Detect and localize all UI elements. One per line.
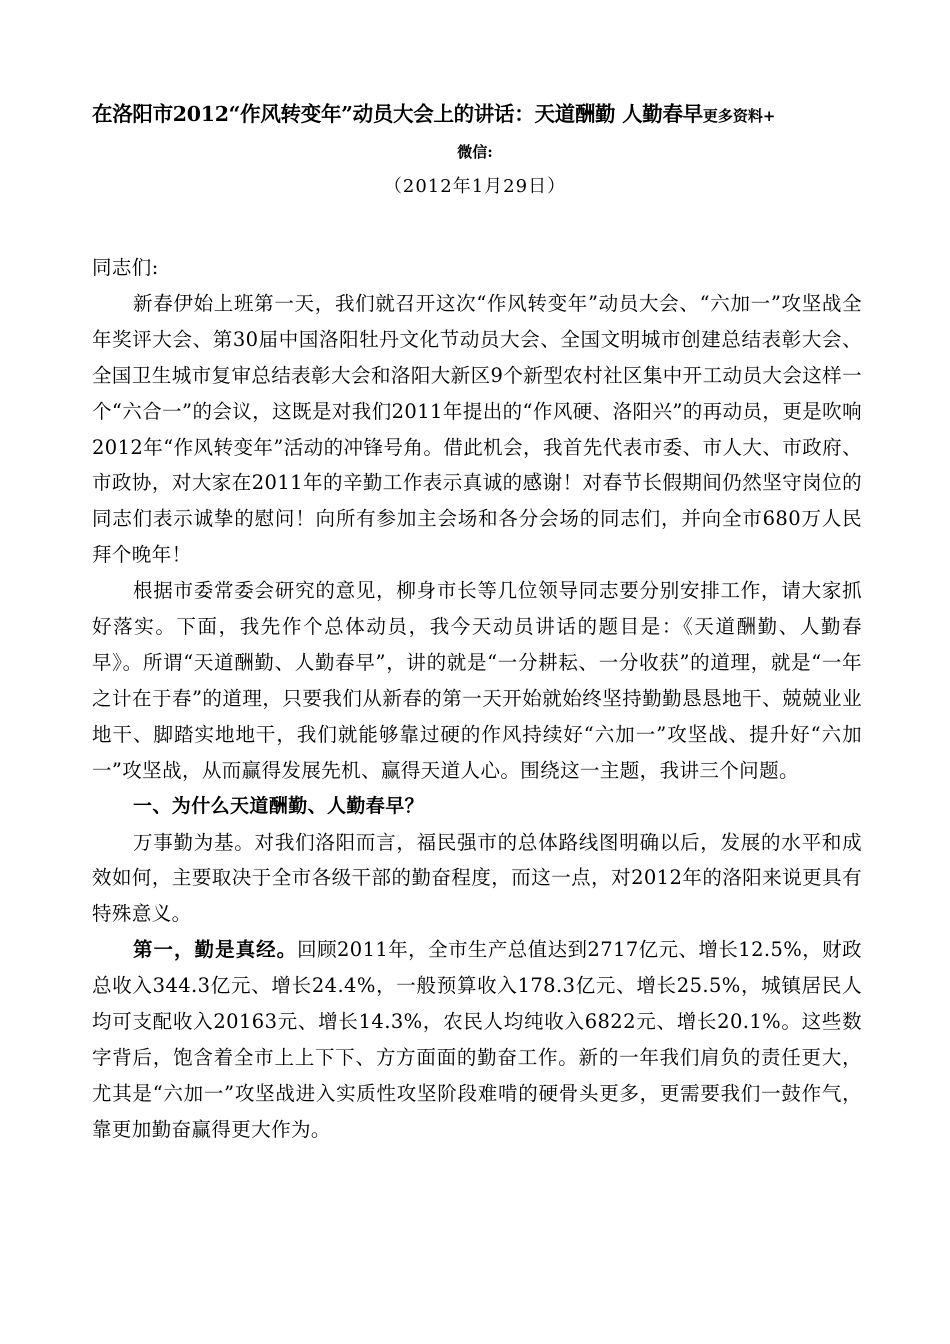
document-body <box>92 250 862 1148</box>
speech-date: （2012年1月29日） <box>383 176 567 197</box>
title-text: 在洛阳市2012“作风转变年”动员大会上的讲话：天道酬勤 人勤春早 <box>92 102 703 126</box>
title-suffix: 更多资料+ <box>702 107 776 125</box>
document-title <box>92 99 862 131</box>
paragraph-2: 根据市委常委会研究的意见，柳身市长等几位领导同志要分别安排工作，请大家抓好落实。下面，我先作个总体动员，我今天动员讲话的题目是：《天道酬勤、人勤春早》。所谓“天道酬勤、人勤春早”，讲的就是“一分耕耘、一分收获”的道理，就是“一年之计在于春”的道理，只要我们从新春的第一天开始就始终坚持勤勤恳恳地干、兢兢业业地干、脚踏实地地干，我们就能够靠过硬的作风持续好“六加一”攻坚战、提升好“六加一”攻坚战，从而赢得发展先机、赢得天道人心。围绕这一主题，我讲三个问题。 <box>92 579 862 782</box>
point-one-text: 回顾2011年，全市生产总值达到2717亿元、增长12.5%，财政总收入344.3亿元、增长24.4%，一般预算收入178.3亿元、增长25.5%，城镇居民人均可支配收入20163元、增长14.3%，农民人均纯收入6822元、增长20.1%。这些数字背后，饱含着全市上上下下、方方面面的勤奋工作。新的一年我们肩负的责任更大，尤其是“六加一”攻坚战进入实质性攻坚阶段难啃的硬骨头更多，更需要我们一鼓作气，靠更加勤奋赢得更大作为。 <box>92 938 862 1141</box>
point-one-lead: 第一，勤是真经。 <box>133 938 298 962</box>
section-heading: 一、为什么天道酬勤、人勤春早？ <box>133 794 425 817</box>
wechat-line: 微信: <box>457 143 493 161</box>
section-intro: 万事勤为基。对我们洛阳而言，福民强市的总体路线图明确以后，发展的水平和成效如何，主要取决于全市各级干部的勤奋程度，而这一点，对2012年的洛阳来说更具有特殊意义。 <box>92 830 862 926</box>
salutation: 同志们: <box>92 256 159 279</box>
paragraph-1: 新春伊始上班第一天，我们就召开这次“作风转变年”动员大会、“六加一”攻坚战全年奖评大会、第30届中国洛阳牡丹文化节动员大会、全国文明城市创建总结表彰大会、全国卫生城市复审总结表彰大会和洛阳大新区9个新型农村社区集中开工动员大会这样一个“六合一”的会议，这既是对我们2011年提出的“作风硬、洛阳兴”的再动员，更是吹响2012年“作风转变年”活动的冲锋号角。借此机会，我首先代表市委、市人大、市政府、市政协，对大家在2011年的辛勤工作表示真诚的感谢！对春节长假期间仍然坚守岗位的同志们表示诚挚的慰问！向所有参加主会场和各分会场的同志们，并向全市680万人民拜个晚年！ <box>92 291 862 567</box>
point-one-paragraph <box>92 932 862 1147</box>
